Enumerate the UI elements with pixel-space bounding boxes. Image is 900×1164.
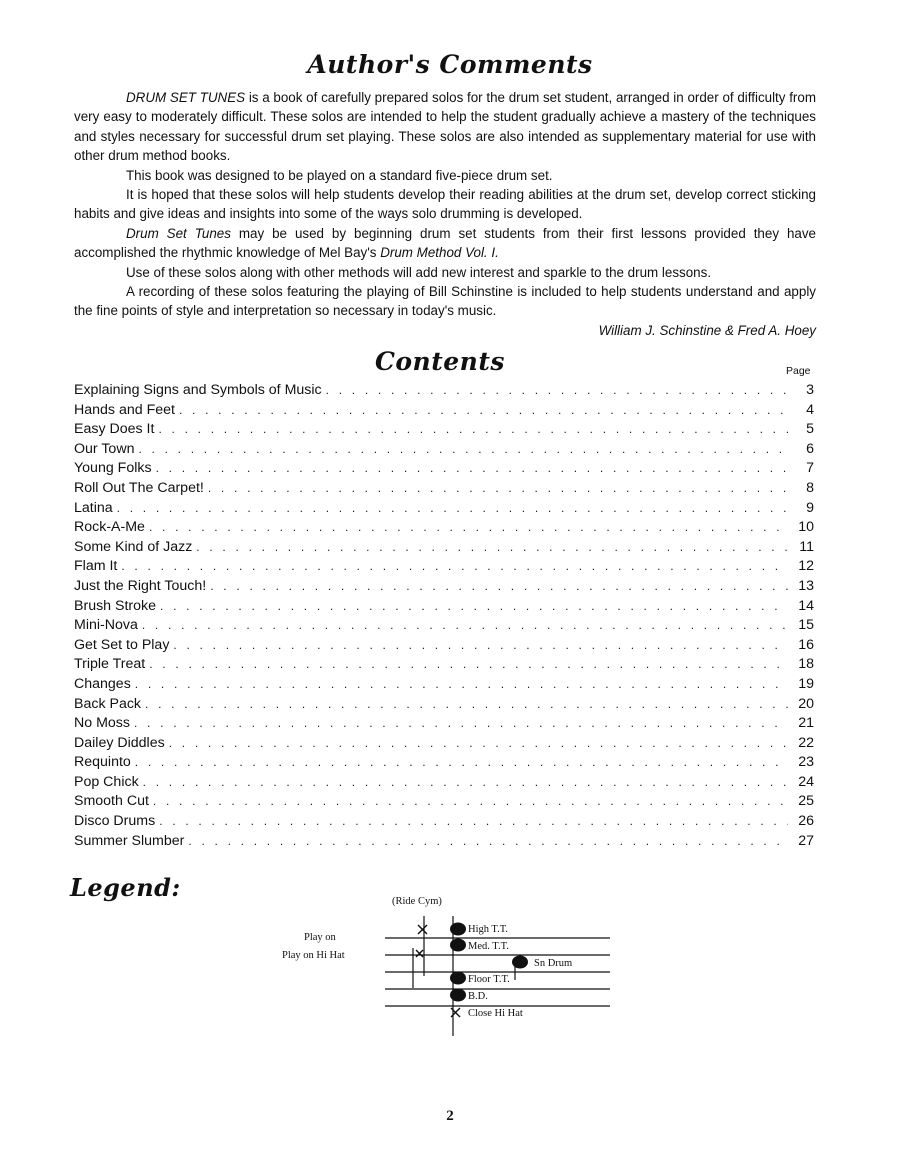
toc-entry-title: Summer Slumber xyxy=(74,832,185,849)
toc-entry xyxy=(74,696,814,716)
authors-comments-body xyxy=(74,88,816,340)
toc-leader-dots xyxy=(142,618,788,632)
close-hi-hat-label: Close Hi Hat xyxy=(468,1008,523,1019)
toc-entry-page: 7 xyxy=(806,460,814,477)
toc-entry-title: No Moss xyxy=(74,715,130,732)
toc-entry-page: 15 xyxy=(798,617,814,634)
ride-cym-label: (Ride Cym) xyxy=(392,896,442,907)
toc-entry xyxy=(74,460,814,480)
toc-entry-page: 8 xyxy=(806,479,814,496)
toc-leader-dots xyxy=(121,559,788,573)
toc-entry-page: 23 xyxy=(798,754,814,771)
toc-entry-page: 26 xyxy=(798,813,814,830)
toc-entry xyxy=(74,793,814,813)
toc-entry xyxy=(74,558,814,578)
floor-tt-label: Floor T.T. xyxy=(468,974,510,985)
toc-entry xyxy=(74,656,814,676)
toc-entry-page: 21 xyxy=(798,715,814,732)
toc-entry xyxy=(74,715,814,735)
toc-leader-dots xyxy=(143,775,788,789)
play-on-hi-hat-label: Play on Hi Hat xyxy=(282,950,345,961)
authors-comments-title: Author's Comments xyxy=(307,50,593,79)
toc-entry-title: Rock-A-Me xyxy=(74,519,145,536)
toc-entry-page: 16 xyxy=(798,636,814,653)
legend-title: Legend: xyxy=(70,873,181,902)
intro-paragraph-1: DRUM SET TUNES is a book of carefully prepared solos for the drum set student, arranged in order of difficulty from very easy to moderately difficult. These solos are intended to help the student gradually achieve a mastery of the techniques and styles necessary for successful drum set playing. These solos are also intended as supplementary material for use with other drum method books. xyxy=(74,90,816,164)
toc-entry xyxy=(74,754,814,774)
toc-entry-title: Latina xyxy=(74,499,113,516)
bd-label: B.D. xyxy=(468,991,488,1002)
toc-entry-page: 22 xyxy=(798,734,814,751)
toc-leader-dots xyxy=(326,383,788,397)
high-tt-label: High T.T. xyxy=(468,924,508,935)
toc-entry xyxy=(74,617,814,637)
toc-entry-title: Just the Right Touch! xyxy=(74,577,207,594)
toc-entry xyxy=(74,813,814,833)
page-number: 2 xyxy=(446,1108,454,1124)
toc-leader-dots xyxy=(153,794,788,808)
toc-leader-dots xyxy=(134,716,788,730)
toc-leader-dots xyxy=(210,579,788,593)
author-signature: William J. Schinstine & Fred A. Hoey xyxy=(598,322,816,338)
toc-entry xyxy=(74,421,814,441)
play-on-label: Play on xyxy=(304,932,336,943)
toc-entry-page: 9 xyxy=(806,499,814,516)
drum-legend-staff xyxy=(270,888,630,1048)
toc-entry xyxy=(74,402,814,422)
toc-leader-dots xyxy=(156,461,788,475)
toc-leader-dots xyxy=(208,481,788,495)
toc-entry-page: 5 xyxy=(806,421,814,438)
toc-entry xyxy=(74,598,814,618)
toc-entry-title: Some Kind of Jazz xyxy=(74,538,193,555)
toc-leader-dots xyxy=(149,657,788,671)
toc-entry-page: 4 xyxy=(806,401,814,418)
toc-entry xyxy=(74,676,814,696)
intro-paragraph-2: This book was designed to be played on a standard five-piece drum set. xyxy=(126,167,553,183)
sn-drum-label: Sn Drum xyxy=(534,958,573,969)
table-of-contents xyxy=(74,382,814,852)
toc-leader-dots xyxy=(149,520,788,534)
toc-entry-title: Triple Treat xyxy=(74,656,146,673)
toc-entry xyxy=(74,382,814,402)
toc-entry-page: 12 xyxy=(798,558,814,575)
toc-entry-title: Back Pack xyxy=(74,695,142,712)
toc-leader-dots xyxy=(135,677,788,691)
intro-paragraph-6: A recording of these solos featuring the playing of Bill Schinstine is included to help students understand and apply the fine points of style and interpretation so necessary in today's music. xyxy=(74,284,816,319)
toc-leader-dots xyxy=(188,834,788,848)
toc-leader-dots xyxy=(138,442,788,456)
toc-entry xyxy=(74,833,814,853)
toc-entry-title: Roll Out The Carpet! xyxy=(74,479,204,496)
page-column-label: Page xyxy=(786,365,811,377)
intro-paragraph-4: Drum Set Tunes may be used by beginning drum set students from their first lessons provided they have accomplished the rhythmic knowledge of Mel Bay's Drum Method Vol. I. xyxy=(74,225,816,261)
toc-leader-dots xyxy=(145,697,788,711)
med-tt-label: Med. T.T. xyxy=(468,941,509,952)
toc-entry-page: 25 xyxy=(798,793,814,810)
toc-entry-title: Hands and Feet xyxy=(74,401,175,418)
toc-leader-dots xyxy=(173,638,788,652)
toc-entry-page: 14 xyxy=(798,597,814,614)
toc-entry-page: 19 xyxy=(798,675,814,692)
toc-leader-dots xyxy=(135,755,788,769)
toc-entry-title: Young Folks xyxy=(74,460,152,477)
toc-entry-title: Flam It xyxy=(74,558,118,575)
toc-entry xyxy=(74,500,814,520)
toc-entry-title: Brush Stroke xyxy=(74,597,157,614)
toc-leader-dots xyxy=(117,501,788,515)
toc-entry-title: Smooth Cut xyxy=(74,793,149,810)
toc-entry-title: Easy Does It xyxy=(74,421,155,438)
toc-entry xyxy=(74,519,814,539)
toc-entry-title: Our Town xyxy=(74,440,135,457)
toc-entry xyxy=(74,578,814,598)
toc-entry-title: Pop Chick xyxy=(74,773,139,790)
toc-entry-title: Dailey Diddles xyxy=(74,734,165,751)
toc-entry xyxy=(74,441,814,461)
toc-leader-dots xyxy=(169,736,788,750)
toc-leader-dots xyxy=(158,422,788,436)
toc-entry xyxy=(74,539,814,559)
toc-leader-dots xyxy=(196,540,788,554)
contents-title: Contents xyxy=(374,347,505,376)
intro-paragraph-5: Use of these solos along with other methods will add new interest and sparkle to the drum lessons. xyxy=(126,264,712,280)
toc-entry-page: 13 xyxy=(798,577,814,594)
toc-entry xyxy=(74,480,814,500)
toc-entry xyxy=(74,774,814,794)
toc-entry-page: 24 xyxy=(798,773,814,790)
intro-paragraph-3: It is hoped that these solos will help students develop their reading abilities at the drum set, develop correct sticking habits and give ideas and insights into some of the ways solo drumming is developed. xyxy=(74,187,816,222)
toc-entry-page: 3 xyxy=(806,382,814,398)
toc-entry-title: Requinto xyxy=(74,754,131,771)
toc-leader-dots xyxy=(160,599,788,613)
toc-entry-title: Changes xyxy=(74,675,131,692)
toc-leader-dots xyxy=(179,403,788,417)
toc-entry-page: 11 xyxy=(799,538,814,555)
toc-entry xyxy=(74,637,814,657)
toc-entry-page: 10 xyxy=(798,519,814,536)
toc-leader-dots xyxy=(159,814,788,828)
toc-entry-page: 20 xyxy=(798,695,814,712)
toc-entry-title: Mini-Nova xyxy=(74,617,138,634)
toc-entry-page: 27 xyxy=(798,832,814,849)
toc-entry-title: Get Set to Play xyxy=(74,636,170,653)
toc-entry-page: 18 xyxy=(798,656,814,673)
toc-entry xyxy=(74,735,814,755)
toc-entry-title: Explaining Signs and Symbols of Music xyxy=(74,382,322,398)
toc-entry-page: 6 xyxy=(806,440,814,457)
toc-entry-title: Disco Drums xyxy=(74,813,156,830)
